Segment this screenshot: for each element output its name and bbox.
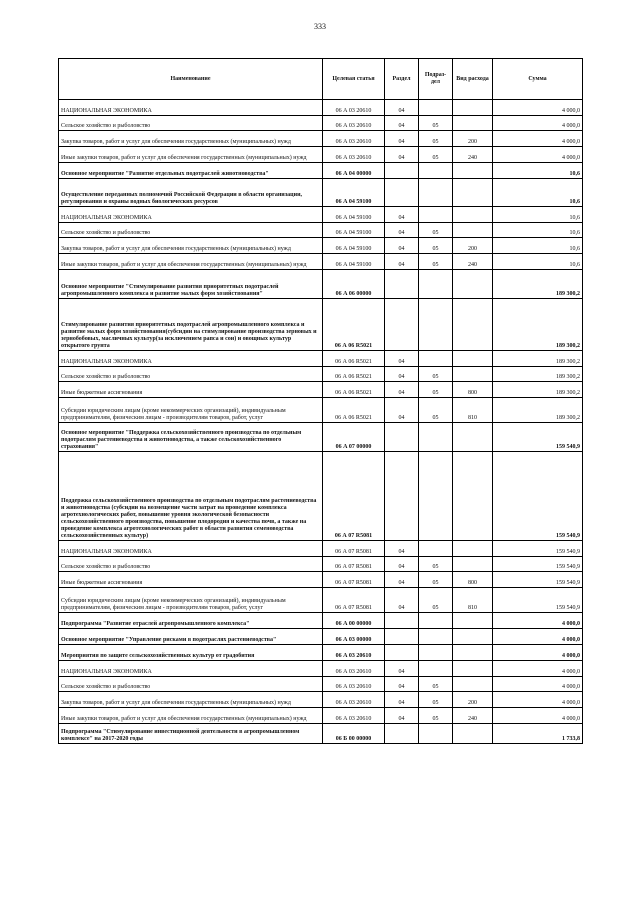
row-sum: 4 000,0 xyxy=(493,692,583,708)
row-section: 04 xyxy=(385,572,419,588)
row-subsection xyxy=(419,299,453,351)
row-sum: 159 540,9 xyxy=(493,452,583,541)
row-sum: 189 300,2 xyxy=(493,299,583,351)
row-name: Иные бюджетные ассигнования xyxy=(59,572,323,588)
row-section: 04 xyxy=(385,131,419,147)
row-sum: 189 300,2 xyxy=(493,382,583,398)
table-row xyxy=(59,270,583,299)
row-sum: 159 540,9 xyxy=(493,588,583,613)
row-name: НАЦИОНАЛЬНАЯ ЭКОНОМИКА xyxy=(59,100,323,116)
row-subsection xyxy=(419,661,453,677)
header-subsection: Подраз-дел xyxy=(419,59,453,100)
row-section: 04 xyxy=(385,692,419,708)
row-section: 04 xyxy=(385,677,419,692)
row-target-code: 06 А 04 59100 xyxy=(323,223,385,238)
row-section: 04 xyxy=(385,238,419,254)
table-row xyxy=(59,100,583,116)
row-section: 04 xyxy=(385,398,419,423)
row-target-code: 06 А 03 20610 xyxy=(323,692,385,708)
row-subsection: 05 xyxy=(419,116,453,131)
row-expense-kind: 800 xyxy=(453,572,493,588)
row-section xyxy=(385,163,419,179)
table-row xyxy=(59,238,583,254)
table-row xyxy=(59,661,583,677)
row-name: НАЦИОНАЛЬНАЯ ЭКОНОМИКА xyxy=(59,661,323,677)
row-expense-kind: 810 xyxy=(453,588,493,613)
row-expense-kind xyxy=(453,270,493,299)
row-name: Закупка товаров, работ и услуг для обеспечения государственных (муниципальных) нужд xyxy=(59,131,323,147)
table-row xyxy=(59,692,583,708)
row-expense-kind xyxy=(453,367,493,382)
row-section: 04 xyxy=(385,254,419,270)
row-expense-kind xyxy=(453,299,493,351)
row-sum: 4 000,0 xyxy=(493,100,583,116)
row-name: Основное мероприятие "Развитие отдельных подотраслей животноводства" xyxy=(59,163,323,179)
budget-table xyxy=(58,58,583,744)
page-number: 333 xyxy=(314,22,326,31)
row-subsection: 05 xyxy=(419,254,453,270)
row-subsection xyxy=(419,541,453,557)
row-target-code: 06 А 03 20610 xyxy=(323,100,385,116)
row-section: 04 xyxy=(385,207,419,223)
row-subsection: 05 xyxy=(419,677,453,692)
row-subsection xyxy=(419,163,453,179)
row-target-code: 06 А 06 R5021 xyxy=(323,382,385,398)
row-expense-kind xyxy=(453,661,493,677)
header-kind: Вид расхода xyxy=(453,59,493,100)
row-sum: 4 000,0 xyxy=(493,677,583,692)
row-subsection xyxy=(419,452,453,541)
row-target-code: 06 А 03 20610 xyxy=(323,708,385,724)
table-row xyxy=(59,541,583,557)
row-name: Основное мероприятие "Стимулирование развития приоритетных подотраслей агропромышленного комплекса и развитие малых форм хозяйствования" xyxy=(59,270,323,299)
row-target-code: 06 А 06 R5021 xyxy=(323,299,385,351)
row-subsection xyxy=(419,100,453,116)
row-sum: 189 300,2 xyxy=(493,351,583,367)
row-subsection: 05 xyxy=(419,238,453,254)
table-row xyxy=(59,299,583,351)
row-section xyxy=(385,645,419,661)
row-sum: 4 000,0 xyxy=(493,661,583,677)
row-target-code: 06 А 06 R5021 xyxy=(323,367,385,382)
row-name: Мероприятия по защите сельскохозяйственных культур от градобития xyxy=(59,645,323,661)
row-section: 04 xyxy=(385,661,419,677)
row-section: 04 xyxy=(385,100,419,116)
row-target-code: 06 А 03 20610 xyxy=(323,645,385,661)
row-target-code: 06 А 04 00000 xyxy=(323,163,385,179)
row-expense-kind xyxy=(453,207,493,223)
row-target-code: 06 А 07 R5081 xyxy=(323,588,385,613)
header-row xyxy=(59,59,583,100)
header-sum: Сумма xyxy=(493,59,583,100)
row-subsection xyxy=(419,645,453,661)
row-name: Субсидии юридическим лицам (кроме некоммерческих организаций), индивидуальным предпринимателям, физическим лицам - производителям товаров, работ, услуг xyxy=(59,588,323,613)
row-subsection xyxy=(419,724,453,744)
row-section: 04 xyxy=(385,223,419,238)
row-subsection: 05 xyxy=(419,692,453,708)
table-row xyxy=(59,572,583,588)
row-subsection: 05 xyxy=(419,708,453,724)
row-expense-kind xyxy=(453,629,493,645)
table-row xyxy=(59,131,583,147)
row-expense-kind: 200 xyxy=(453,692,493,708)
row-expense-kind xyxy=(453,645,493,661)
table-row xyxy=(59,724,583,744)
row-name: Поддержка сельскохозяйственного производства по отдельным подотраслям растениеводства и животноводства (субсидии на возмещение части затрат на проведение комплекса агротехнологических работ, повышение уровня экологической безопасности сельскохозяйственного производства, повышение плодородия и качества почв, а также на проведение комплекса агротехнологических работ в области развития семеноводства сельскохозяйственных культур) xyxy=(59,452,323,541)
row-expense-kind xyxy=(453,724,493,744)
row-name: НАЦИОНАЛЬНАЯ ЭКОНОМИКА xyxy=(59,351,323,367)
row-expense-kind xyxy=(453,163,493,179)
row-name: НАЦИОНАЛЬНАЯ ЭКОНОМИКА xyxy=(59,207,323,223)
row-expense-kind xyxy=(453,541,493,557)
row-expense-kind xyxy=(453,223,493,238)
row-section: 04 xyxy=(385,557,419,572)
table-row xyxy=(59,163,583,179)
row-subsection: 05 xyxy=(419,147,453,163)
row-sum: 189 300,2 xyxy=(493,367,583,382)
row-subsection: 05 xyxy=(419,367,453,382)
row-sum: 1 733,8 xyxy=(493,724,583,744)
row-subsection xyxy=(419,613,453,629)
row-name: Подпрограмма "Стимулирование инвестиционной деятельности в агропромышленном комплексе" на 2017-2020 годы xyxy=(59,724,323,744)
row-name: Основное мероприятие "Поддержка сельскохозяйственного производства по отдельным подотраслям растениеводства и животноводства, а также сельскохозяйственного страхования" xyxy=(59,423,323,452)
row-name: Основное мероприятие "Управление рисками в подотраслях растениеводства" xyxy=(59,629,323,645)
table-row xyxy=(59,116,583,131)
row-target-code: 06 А 04 59100 xyxy=(323,207,385,223)
row-sum: 10,6 xyxy=(493,223,583,238)
row-target-code: 06 А 03 20610 xyxy=(323,661,385,677)
row-subsection xyxy=(419,207,453,223)
row-sum: 4 000,0 xyxy=(493,708,583,724)
row-target-code: 06 А 03 20610 xyxy=(323,677,385,692)
row-subsection: 05 xyxy=(419,398,453,423)
table-row xyxy=(59,423,583,452)
row-section: 04 xyxy=(385,147,419,163)
row-target-code: 06 А 06 R5021 xyxy=(323,398,385,423)
row-name: Субсидии юридическим лицам (кроме некоммерческих организаций), индивидуальным предпринимателям, физическим лицам - производителям товаров, работ, услуг xyxy=(59,398,323,423)
table-row xyxy=(59,557,583,572)
row-subsection xyxy=(419,179,453,207)
table-row xyxy=(59,629,583,645)
row-section xyxy=(385,613,419,629)
row-section: 04 xyxy=(385,708,419,724)
row-sum: 189 300,2 xyxy=(493,398,583,423)
row-expense-kind xyxy=(453,179,493,207)
row-subsection xyxy=(419,351,453,367)
row-section xyxy=(385,724,419,744)
row-expense-kind: 240 xyxy=(453,147,493,163)
row-name: Закупка товаров, работ и услуг для обеспечения государственных (муниципальных) нужд xyxy=(59,692,323,708)
row-expense-kind: 200 xyxy=(453,131,493,147)
row-section: 04 xyxy=(385,116,419,131)
row-name: Сельское хозяйство и рыболовство xyxy=(59,677,323,692)
row-section xyxy=(385,299,419,351)
row-target-code: 06 А 07 R5081 xyxy=(323,557,385,572)
table-row xyxy=(59,147,583,163)
header-code: Целевая статья xyxy=(323,59,385,100)
row-sum: 10,6 xyxy=(493,179,583,207)
table-row xyxy=(59,677,583,692)
header-section: Раздел xyxy=(385,59,419,100)
row-section xyxy=(385,452,419,541)
row-target-code: 06 А 03 20610 xyxy=(323,131,385,147)
row-expense-kind xyxy=(453,423,493,452)
table-row xyxy=(59,207,583,223)
row-target-code: 06 А 04 59100 xyxy=(323,179,385,207)
table-row xyxy=(59,351,583,367)
table-body xyxy=(59,100,583,744)
table-row xyxy=(59,452,583,541)
row-target-code: 06 А 00 00000 xyxy=(323,613,385,629)
row-expense-kind: 800 xyxy=(453,382,493,398)
row-sum: 10,6 xyxy=(493,238,583,254)
row-subsection: 05 xyxy=(419,382,453,398)
row-section: 04 xyxy=(385,351,419,367)
header-name: Наименование xyxy=(59,59,323,100)
row-section xyxy=(385,179,419,207)
row-expense-kind xyxy=(453,351,493,367)
row-target-code: 06 А 06 00000 xyxy=(323,270,385,299)
row-name: Иные закупки товаров, работ и услуг для обеспечения государственных (муниципальных) нужд xyxy=(59,254,323,270)
row-sum: 4 000,0 xyxy=(493,116,583,131)
row-subsection xyxy=(419,629,453,645)
table-row xyxy=(59,382,583,398)
row-target-code: 06 А 06 R5021 xyxy=(323,351,385,367)
table-row xyxy=(59,179,583,207)
table-header xyxy=(59,59,583,100)
row-section: 04 xyxy=(385,382,419,398)
table-row xyxy=(59,398,583,423)
row-expense-kind xyxy=(453,677,493,692)
row-target-code: 06 А 07 R5081 xyxy=(323,541,385,557)
table-row xyxy=(59,708,583,724)
row-name: Сельское хозяйство и рыболовство xyxy=(59,367,323,382)
row-sum: 159 540,9 xyxy=(493,572,583,588)
row-expense-kind: 810 xyxy=(453,398,493,423)
row-sum: 4 000,0 xyxy=(493,613,583,629)
row-expense-kind: 200 xyxy=(453,238,493,254)
row-subsection: 05 xyxy=(419,131,453,147)
row-subsection: 05 xyxy=(419,557,453,572)
row-sum: 4 000,0 xyxy=(493,645,583,661)
row-name: Подпрограмма "Развитие отраслей агропромышленного комплекса" xyxy=(59,613,323,629)
row-sum: 189 300,2 xyxy=(493,270,583,299)
row-section xyxy=(385,270,419,299)
row-subsection: 05 xyxy=(419,572,453,588)
row-name: Стимулирование развития приоритетных подотраслей агропромышленного комплекса и развитие малых форм хозяйствования(субсидии на стимулирование производства зерновых и зернобобовых, масличных культур(за исключением рапса и сои) и овощных культур открытого грунта xyxy=(59,299,323,351)
row-section: 04 xyxy=(385,367,419,382)
row-expense-kind: 240 xyxy=(453,708,493,724)
table-row xyxy=(59,223,583,238)
row-sum: 159 540,9 xyxy=(493,541,583,557)
row-expense-kind xyxy=(453,557,493,572)
row-target-code: 06 А 03 20610 xyxy=(323,147,385,163)
row-name: НАЦИОНАЛЬНАЯ ЭКОНОМИКА xyxy=(59,541,323,557)
row-sum: 10,6 xyxy=(493,163,583,179)
row-target-code: 06 А 04 59100 xyxy=(323,254,385,270)
table-row xyxy=(59,588,583,613)
row-subsection xyxy=(419,270,453,299)
row-expense-kind: 240 xyxy=(453,254,493,270)
row-sum: 4 000,0 xyxy=(493,629,583,645)
row-expense-kind xyxy=(453,613,493,629)
row-sum: 10,6 xyxy=(493,207,583,223)
row-target-code: 06 А 03 20610 xyxy=(323,116,385,131)
row-subsection: 05 xyxy=(419,588,453,613)
row-section xyxy=(385,423,419,452)
row-name: Закупка товаров, работ и услуг для обеспечения государственных (муниципальных) нужд xyxy=(59,238,323,254)
row-subsection: 05 xyxy=(419,223,453,238)
row-expense-kind xyxy=(453,116,493,131)
row-target-code: 06 А 07 00000 xyxy=(323,423,385,452)
row-target-code: 06 А 07 R5081 xyxy=(323,452,385,541)
row-target-code: 06 А 07 R5081 xyxy=(323,572,385,588)
row-name: Осуществление переданных полномочий Российской Федерации в области организации, регулирования и охраны водных биологических ресурсов xyxy=(59,179,323,207)
row-section: 04 xyxy=(385,541,419,557)
row-name: Иные бюджетные ассигнования xyxy=(59,382,323,398)
table-row xyxy=(59,254,583,270)
row-sum: 10,6 xyxy=(493,254,583,270)
row-target-code: 06 Б 00 00000 xyxy=(323,724,385,744)
row-sum: 4 000,0 xyxy=(493,147,583,163)
row-target-code: 06 А 04 59100 xyxy=(323,238,385,254)
row-name: Иные закупки товаров, работ и услуг для обеспечения государственных (муниципальных) нужд xyxy=(59,147,323,163)
row-sum: 4 000,0 xyxy=(493,131,583,147)
row-section: 04 xyxy=(385,588,419,613)
row-expense-kind xyxy=(453,100,493,116)
row-name: Сельское хозяйство и рыболовство xyxy=(59,223,323,238)
row-subsection xyxy=(419,423,453,452)
row-sum: 159 540,9 xyxy=(493,557,583,572)
row-section xyxy=(385,629,419,645)
row-name: Сельское хозяйство и рыболовство xyxy=(59,557,323,572)
table-row xyxy=(59,645,583,661)
row-name: Сельское хозяйство и рыболовство xyxy=(59,116,323,131)
row-sum: 159 540,9 xyxy=(493,423,583,452)
row-target-code: 06 А 03 00000 xyxy=(323,629,385,645)
row-name: Иные закупки товаров, работ и услуг для обеспечения государственных (муниципальных) нужд xyxy=(59,708,323,724)
table-row xyxy=(59,367,583,382)
table-row xyxy=(59,613,583,629)
row-expense-kind xyxy=(453,452,493,541)
